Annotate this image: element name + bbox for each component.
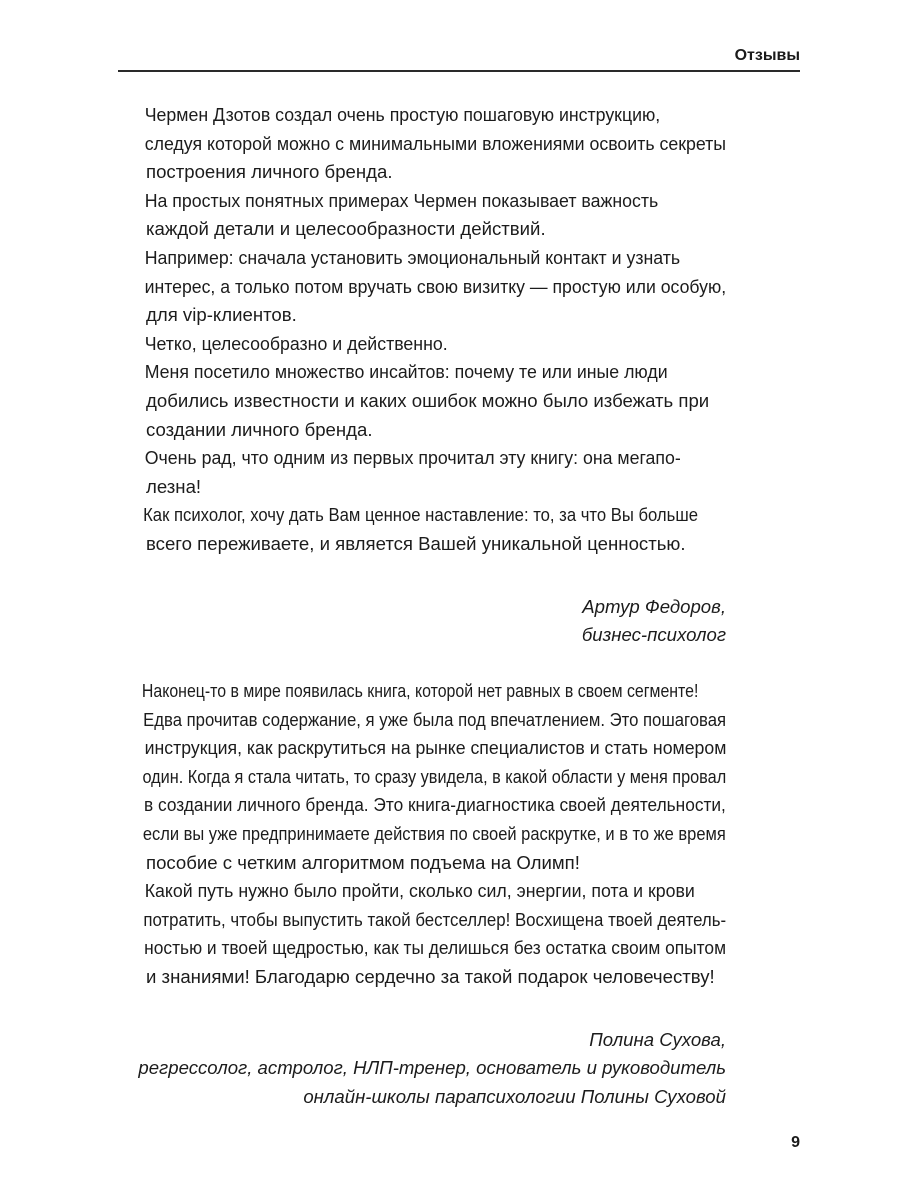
- review-1-paragraph-4: [118, 330, 726, 359]
- text-line: Например: сначала установить эмоциональный контакт и узнать: [144, 246, 681, 268]
- text-line: На простых понятных примерах Чермен показывает важность: [144, 189, 659, 211]
- author-title: онлайн-школы парапсихологии Полины Суховой: [303, 1085, 726, 1107]
- review-1: [118, 101, 726, 650]
- running-head: Отзывы: [734, 47, 800, 64]
- review-1-author: [118, 593, 726, 650]
- text-line: инструкция, как раскрутиться на рынке специалистов и стать номером: [144, 737, 727, 759]
- text-line: в создании личного бренда. Это книга-диагностика своей деятельности,: [144, 794, 726, 816]
- text-line: интерес, а только потом вручать свою визитку — простую или особую,: [144, 275, 727, 297]
- text-line: добились известности и каких ошибок можно было избежать при: [146, 389, 710, 411]
- review-2-author: [118, 1026, 726, 1112]
- text-line: каждой детали и целесообразности действий.: [146, 218, 546, 240]
- header-rule: [118, 70, 800, 72]
- text-line: пособие с четким алгоритмом подъема на Олимп!: [146, 851, 580, 873]
- author-title: регрессолог, астролог, НЛП-тренер, основатель и руководитель: [138, 1057, 726, 1079]
- text-line: Меня посетило множество инсайтов: почему те или иные люди: [144, 361, 668, 383]
- review-2: [118, 677, 726, 1111]
- author-title: бизнес-психолог: [581, 624, 726, 646]
- review-1-paragraph-7: [118, 501, 726, 558]
- text-line: следуя которой можно с минимальными вложениями освоить секреты: [144, 132, 727, 154]
- text-line: создании личного бренда.: [146, 418, 373, 440]
- text-line: ностью и твоей щедростью, как ты делишься без остатка своим опытом: [144, 937, 727, 959]
- review-1-paragraph-2: [118, 187, 726, 244]
- text-line: Четко, целесообразно и действенно.: [144, 332, 448, 354]
- text-line: Какой путь нужно было пройти, сколько сил, энергии, пота и крови: [144, 880, 695, 902]
- page-number: 9: [791, 1134, 800, 1151]
- review-2-paragraph-1: [118, 677, 726, 877]
- review-1-paragraph-5: [118, 358, 726, 444]
- text-line: Как психолог, хочу дать Вам ценное наставление: то, за что Вы больше: [143, 504, 698, 526]
- author-name: Полина Сухова,: [589, 1028, 726, 1050]
- text-line: Чермен Дзотов создал очень простую пошаговую инструкцию,: [144, 104, 661, 125]
- text-line: Очень рад, что одним из первых прочитал эту книгу: она мегапо-: [144, 447, 681, 469]
- text-line: построения личного бренда.: [146, 161, 393, 183]
- review-1-paragraph-6: [118, 444, 726, 501]
- text-line: для vip-клиентов.: [146, 304, 297, 326]
- author-name: Артур Федоров,: [582, 595, 726, 617]
- text-line: Едва прочитав содержание, я уже была под впечатлением. Это пошаговая: [143, 708, 727, 730]
- text-line: всего переживаете, и является Вашей уникальной ценностью.: [146, 532, 686, 554]
- text-line: потратить, чтобы выпустить такой бестселлер! Восхищена твоей деятель-: [143, 908, 727, 930]
- review-1-paragraph-3: [118, 244, 726, 330]
- review-2-paragraph-2: [118, 877, 726, 991]
- text-line: лезна!: [146, 475, 202, 497]
- text-line: один. Когда я стала читать, то сразу увидела, в какой области у меня провал: [142, 765, 727, 787]
- text-line: Наконец-то в мире появилась книга, которой нет равных в своем сегменте!: [141, 680, 699, 701]
- review-1-paragraph-1: [118, 101, 726, 187]
- text-line: если вы уже предпринимаете действия по своей раскрутке, и в то же время: [142, 822, 726, 844]
- text-line: и знаниями! Благодарю сердечно за такой подарок человечеству!: [146, 965, 715, 987]
